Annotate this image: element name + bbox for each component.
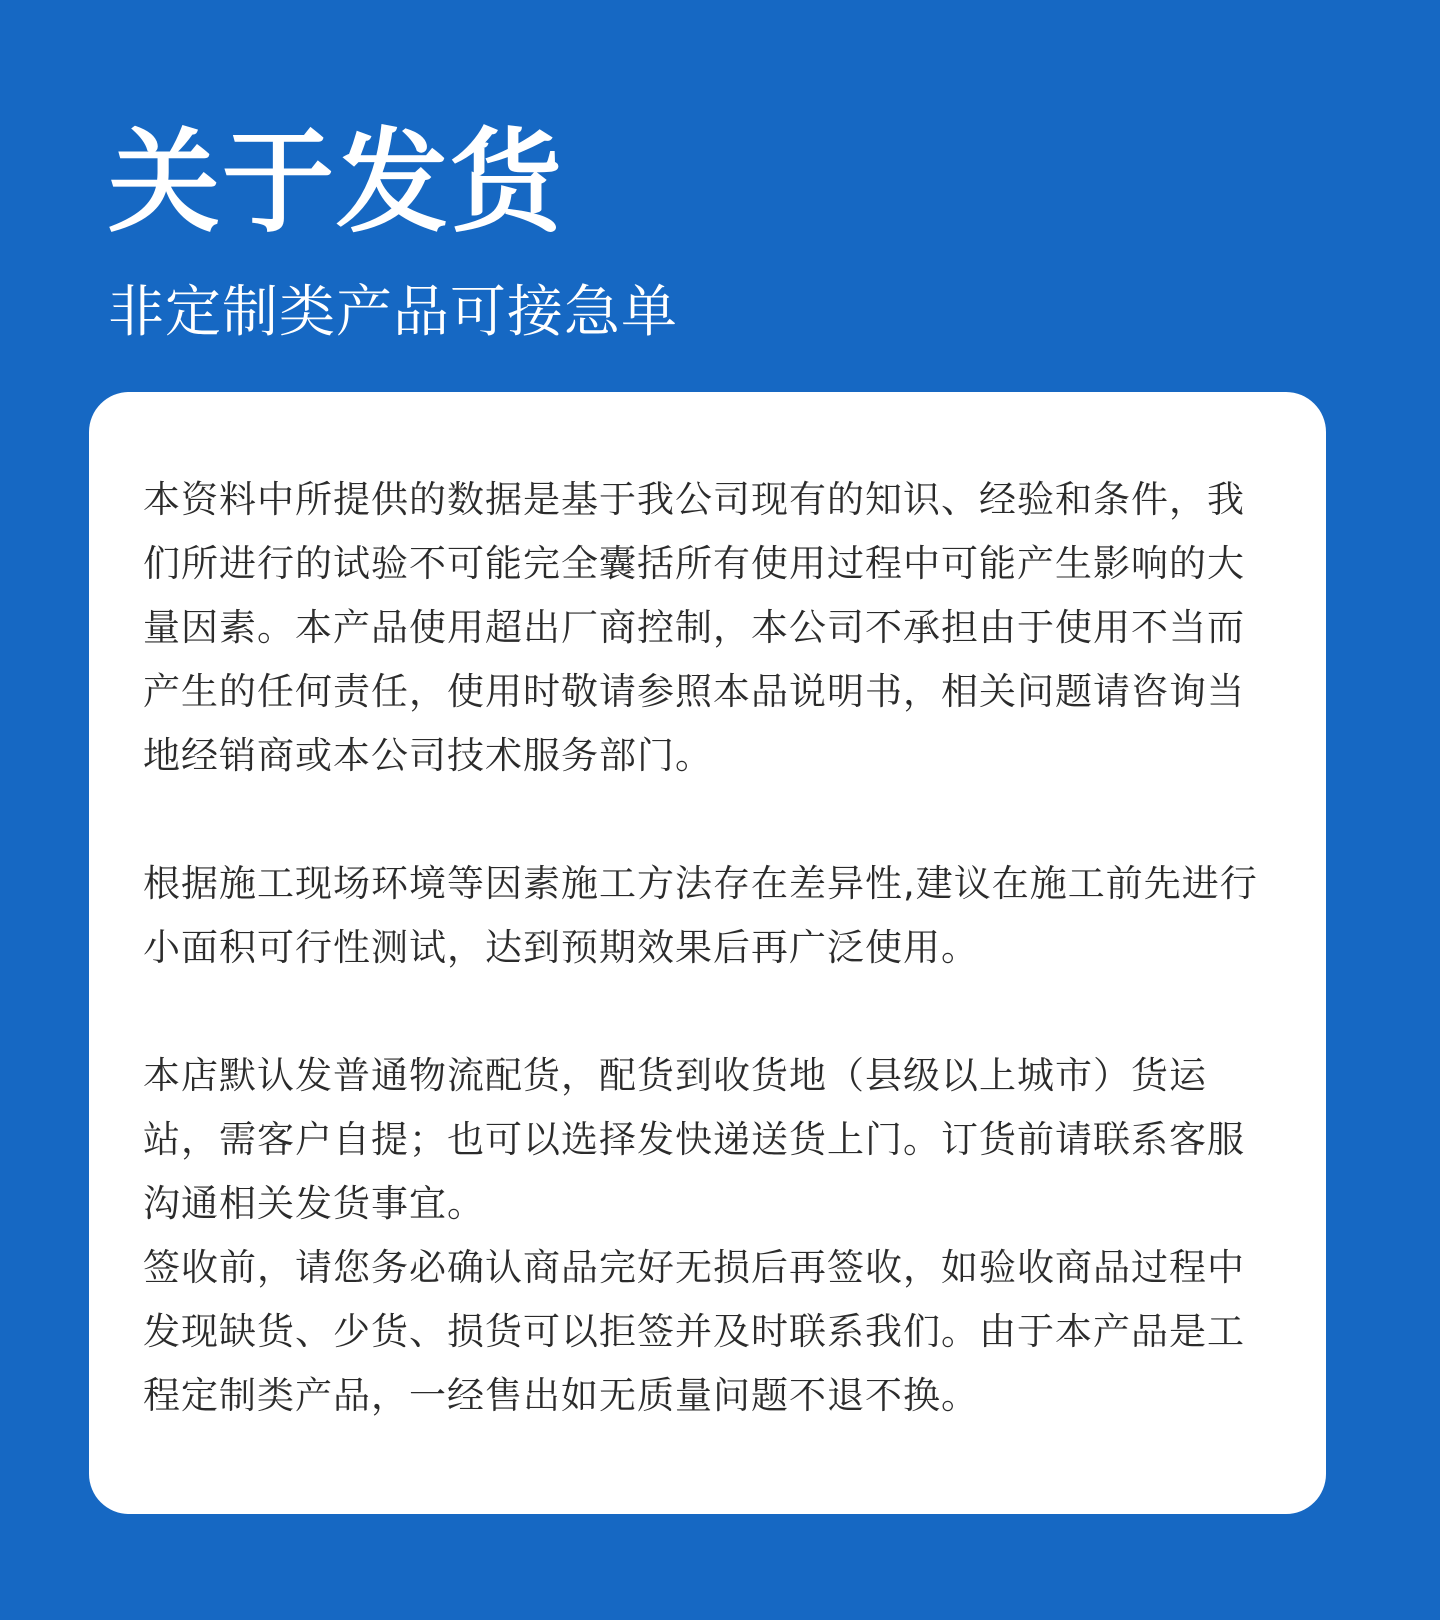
receipt-paragraph: 签收前，请您务必确认商品完好无损后再签收，如验收商品过程中发现缺货、少货、损货可以拒签并及时联系我们。由于本产品是工程定制类产品，一经售出如无质量问题不退不换。: [143, 1246, 1245, 1417]
disclaimer-paragraph: 本资料中所提供的数据是基于我公司现有的知识、经验和条件，我们所进行的试验不可能完全囊括所有使用过程中可能产生影响的大量因素。本产品使用超出厂商控制，本公司不承担由于使用不当而产生的任何责任，使用时敬请参照本品说明书，相关问题请咨询当地经销商或本公司技术服务部门。: [143, 478, 1245, 777]
content-card: [89, 392, 1326, 1514]
paragraph-gap: [143, 788, 1266, 852]
construction-test-paragraph: 根据施工现场环境等因素施工方法存在差异性,建议在施工前先进行小面积可行性测试，达到预期效果后再广泛使用。: [143, 862, 1258, 969]
page-title: 关于发货: [108, 118, 564, 248]
shipping-paragraph: 本店默认发普通物流配货，配货到收货地（县级以上城市）货运站，需客户自提；也可以选择发快递送货上门。订货前请联系客服沟通相关发货事宜。: [143, 1054, 1245, 1225]
paragraph-gap: [143, 980, 1266, 1044]
page-subtitle: 非定制类产品可接急单: [108, 280, 678, 345]
